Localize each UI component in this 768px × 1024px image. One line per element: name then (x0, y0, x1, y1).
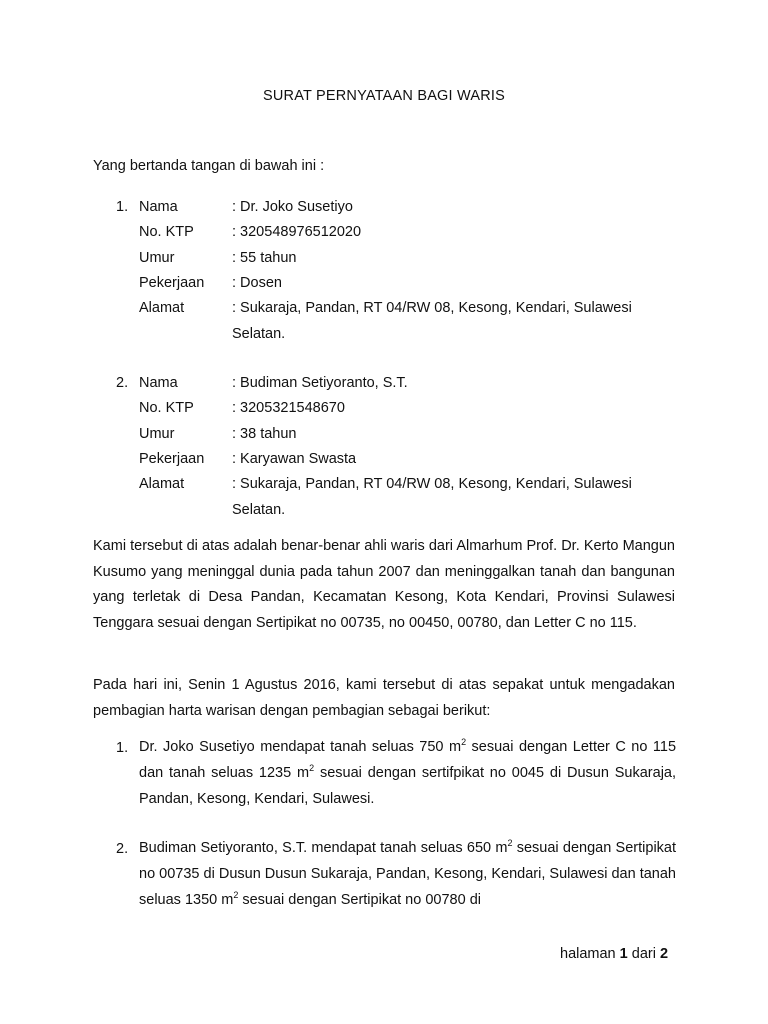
party-field (116, 276, 676, 301)
party-field (116, 427, 676, 452)
party-1 (116, 200, 676, 352)
party-field (116, 401, 676, 426)
party-field (116, 376, 676, 401)
total-pages: 2 (659, 946, 669, 962)
field-value: : Sukaraja, Pandan, RT 04/RW 08, Kesong, Kendari, Sulawesi (232, 300, 632, 317)
item-text (139, 835, 676, 913)
field-value: : 38 tahun (232, 425, 297, 442)
item-text-part: sesuai dengan sertifpikat no 0045 di Dusun Sukaraja, Pandan, Kesong, Kendari, Sulawesi. (139, 765, 677, 807)
field-label: Pekerjaan (139, 274, 205, 291)
current-page: 1 (619, 946, 628, 962)
field-label: No. KTP (139, 400, 194, 417)
field-label: No. KTP (139, 224, 194, 241)
document-title: SURAT PERNYATAAN BAGI WARIS (262, 88, 505, 104)
item-text-part: sesuai dengan Letter C no 115 dan tanah seluas 1235 m (139, 739, 677, 781)
item-text-part: Budiman Setiyoranto, S.T. mendapat tanah seluas 650 m (139, 840, 508, 856)
intro-text: Yang bertanda tangan di bawah ini : (93, 158, 325, 174)
field-value: : 55 tahun (232, 249, 297, 266)
party-2 (116, 376, 676, 528)
item-number: 1. (116, 740, 129, 756)
field-value: : Dr. Joko Susetiyo (232, 199, 353, 215)
address-continuation: Selatan. (232, 326, 286, 343)
address-continuation: Selatan. (232, 502, 286, 519)
superscript: 2 (461, 737, 467, 748)
superscript: 2 (233, 890, 239, 901)
item-text (139, 734, 676, 812)
field-label: Umur (139, 425, 175, 442)
item-text-part: Dr. Joko Susetiyo mendapat tanah seluas 750 m (139, 739, 462, 755)
field-label: Alamat (139, 300, 185, 317)
heir-statement-paragraph: Kami tersebut di atas adalah benar-benar ahli waris dari Almarhum Prof. Dr. Kerto Mangun Kusumo yang meninggal dunia pada tahun 2007 dan meninggalkan tanah dan bangunan yang terletak di Desa Pandan, Kecamatan Kesong, Kota Kendari, Provinsi Sulawesi Tenggara sesuai dengan Sertipikat no 00735, no 00450, 00780, dan Letter C no 115. (93, 538, 675, 631)
party-field (116, 452, 676, 477)
footer-text: dari (627, 946, 660, 962)
party-field (116, 326, 676, 351)
field-value: : Sukaraja, Pandan, RT 04/RW 08, Kesong, Kendari, Sulawesi (232, 476, 632, 493)
field-value: : Dosen (232, 274, 282, 291)
item-number: 2. (116, 841, 129, 857)
field-label: Umur (139, 249, 175, 266)
party-field (116, 301, 676, 326)
party-field (116, 200, 676, 225)
superscript: 2 (309, 763, 315, 774)
field-value: : Karyawan Swasta (232, 450, 357, 467)
party-field (116, 477, 676, 502)
page-number (560, 946, 668, 962)
footer-text: halaman (560, 946, 620, 962)
field-value: : Budiman Setiyoranto, S.T. (232, 375, 408, 391)
field-label: Pekerjaan (139, 450, 205, 467)
item-text-part: sesuai dengan Sertipikat no 00735 di Dusun Dusun Sukaraja, Pandan, Kesong, Kendari, Sulawesi dan tanah seluas 1350 m (139, 840, 677, 908)
field-label: Nama (139, 199, 178, 215)
party-field (116, 502, 676, 527)
agreement-paragraph: Pada hari ini, Senin 1 Agustus 2016, kami tersebut di atas sepakat untuk mengadakan pembagian harta warisan dengan pembagian sebagai berikut: (93, 677, 675, 719)
party-field (116, 225, 676, 250)
party-field (116, 251, 676, 276)
field-label: Nama (139, 375, 178, 391)
party-number: 2. (116, 375, 129, 391)
field-label: Alamat (139, 476, 185, 493)
field-value: : 3205321548670 (232, 400, 345, 417)
superscript: 2 (507, 838, 513, 849)
field-value: : 320548976512020 (232, 224, 362, 241)
item-text-part: sesuai dengan Sertipikat no 00780 di (238, 892, 481, 908)
party-number: 1. (116, 199, 129, 215)
